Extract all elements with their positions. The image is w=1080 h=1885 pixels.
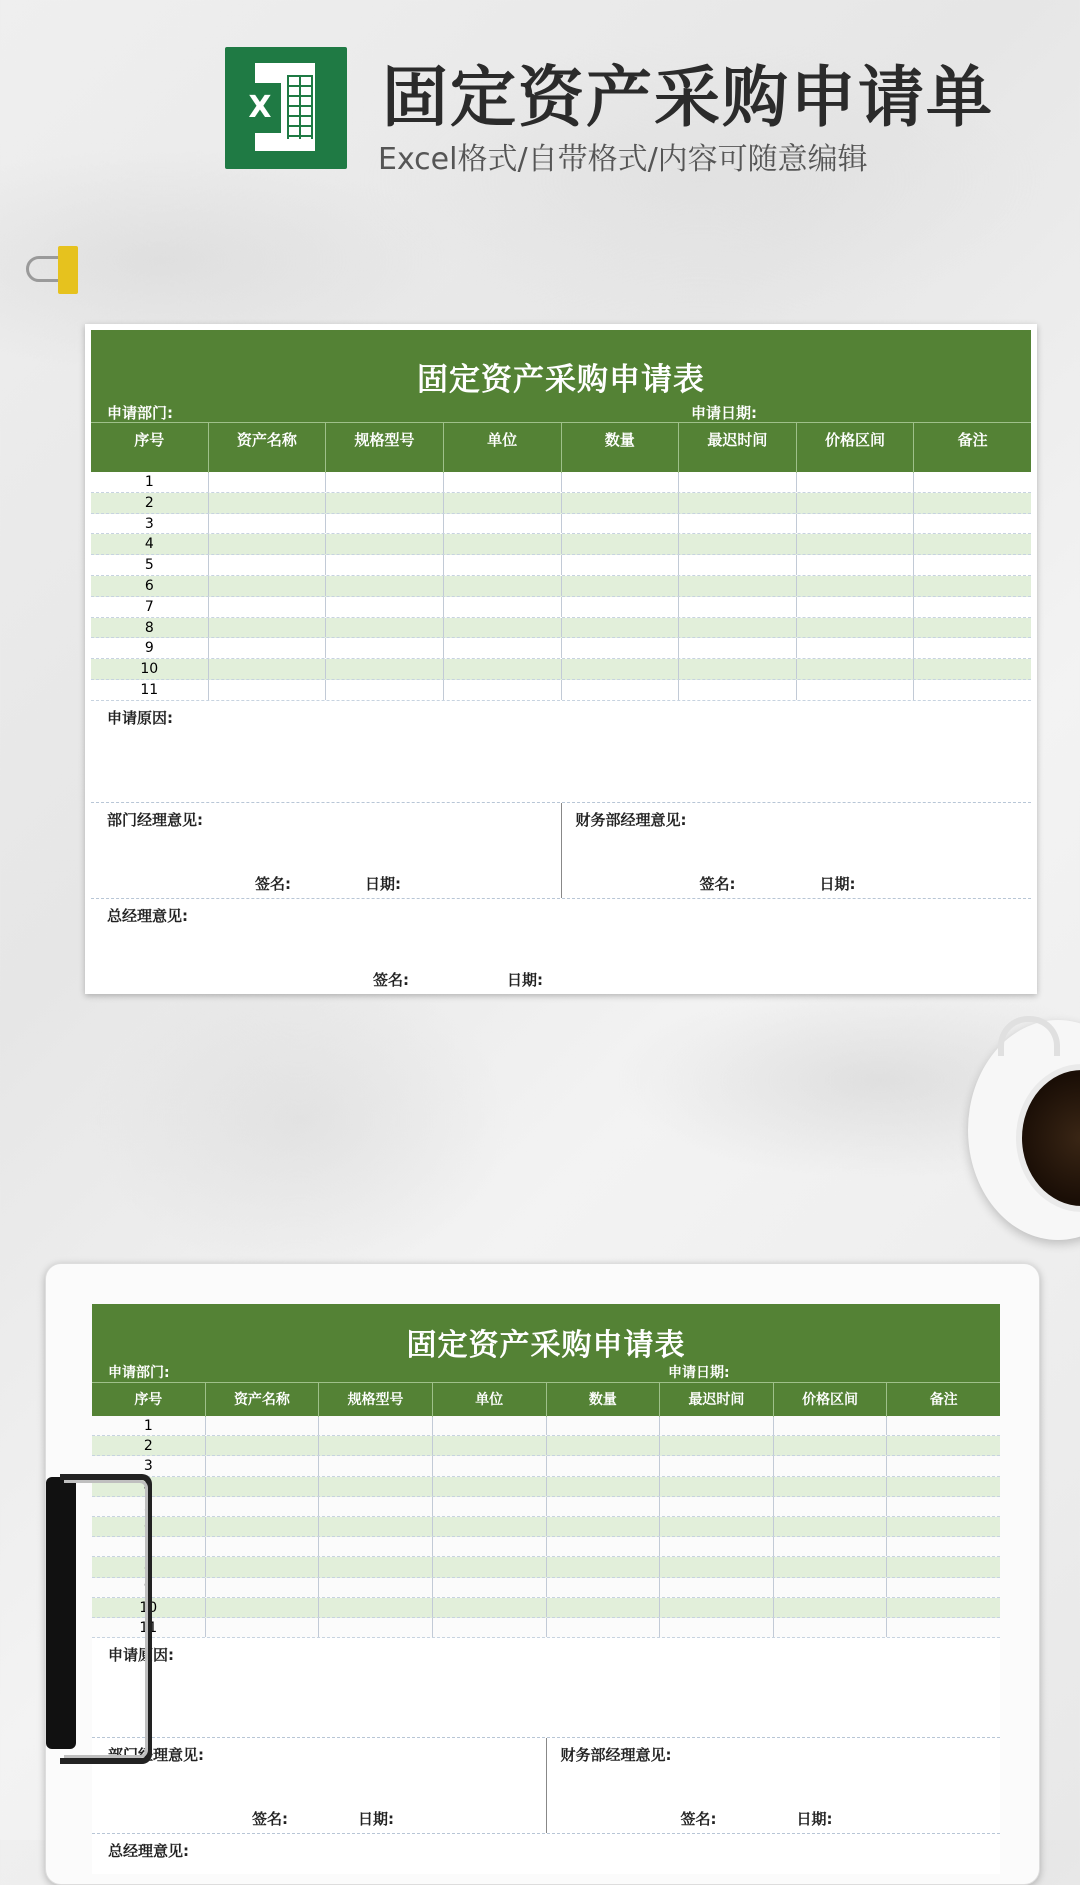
apply-date-label: 申请日期:: [691, 404, 757, 422]
form-sheet-top: [85, 324, 1037, 994]
row-number: 3: [91, 514, 209, 534]
row-number: 8: [92, 1557, 206, 1576]
reason-label: 申请原因:: [107, 708, 173, 727]
col-header: 最迟时间: [679, 423, 797, 473]
table-row: [91, 514, 1031, 535]
date-label: 日期:: [358, 1810, 394, 1829]
purchase-form-preview: [92, 1304, 1000, 1874]
sign-label: 签名:: [373, 970, 409, 989]
row-number: 10: [91, 659, 209, 679]
excel-logo-letter: X: [239, 83, 281, 133]
date-label: 日期:: [819, 874, 856, 893]
table-rows: [91, 472, 1031, 701]
table-row: [92, 1497, 1000, 1517]
table-row: [91, 659, 1031, 680]
row-number: 11: [91, 680, 209, 700]
sign-label: 签名:: [255, 874, 291, 893]
row-number: 1: [91, 472, 209, 492]
date-label: 日期:: [507, 970, 543, 989]
dept-manager-section: [92, 1738, 547, 1833]
table-row: [92, 1416, 1000, 1436]
table-row: [91, 638, 1031, 659]
clipboard-wire-icon: [64, 1480, 148, 1758]
reason-section: [91, 701, 1031, 803]
row-number: 4: [91, 534, 209, 554]
date-label: 日期:: [796, 1810, 833, 1829]
col-header: 最迟时间: [660, 1383, 774, 1417]
general-manager-label: 总经理意见:: [108, 1842, 189, 1861]
general-manager-section: [91, 899, 1031, 995]
row-number: 6: [91, 576, 209, 596]
col-header: 备注: [929, 1392, 958, 1408]
row-number: 4: [92, 1477, 206, 1496]
excel-logo-icon: [225, 47, 347, 169]
row-number: 3: [92, 1456, 206, 1475]
table-row: [92, 1517, 1000, 1537]
purchase-form: [91, 330, 1031, 995]
manager-opinions: [91, 803, 1031, 899]
manager-opinions: [92, 1738, 1000, 1834]
row-number: 2: [92, 1436, 206, 1455]
finance-manager-label: 财务部经理意见:: [560, 1746, 672, 1765]
column-headers: [92, 1382, 1000, 1417]
table-row: [91, 493, 1031, 514]
reason-section: [92, 1638, 1000, 1738]
table-row: [92, 1557, 1000, 1577]
sign-label: 签名:: [252, 1810, 288, 1829]
reason-label: 申请原因:: [108, 1646, 174, 1665]
coffee-cup-icon: [968, 1020, 1080, 1240]
row-number: 6: [92, 1517, 206, 1536]
finance-manager-section: [547, 1738, 1001, 1833]
col-header: 序号: [91, 423, 209, 473]
col-header: 价格区间: [774, 1383, 888, 1417]
col-header: 单位: [433, 1383, 547, 1417]
row-number: 7: [92, 1537, 206, 1556]
sign-label: 签名:: [699, 874, 736, 893]
col-header: 数量: [562, 423, 680, 473]
row-number: 7: [91, 597, 209, 617]
row-number: 8: [91, 618, 209, 638]
row-number: 9: [91, 638, 209, 658]
page-title: 固定资产采购申请单: [382, 59, 994, 136]
col-header: 资产名称: [206, 1383, 320, 1417]
table-rows: [92, 1416, 1000, 1638]
table-row: [92, 1618, 1000, 1638]
date-label: 日期:: [365, 874, 401, 893]
form-header: [92, 1304, 1000, 1416]
row-number: 10: [92, 1598, 206, 1617]
table-row: [92, 1436, 1000, 1456]
column-headers: [91, 422, 1031, 473]
finance-manager-section: [562, 803, 1032, 898]
table-row: [91, 597, 1031, 618]
finance-manager-label: 财务部经理意见:: [575, 810, 687, 829]
table-row: [91, 576, 1031, 597]
col-header: 价格区间: [797, 423, 915, 473]
col-header: 备注: [957, 431, 988, 449]
col-header: 数量: [547, 1383, 661, 1417]
table-row: [91, 534, 1031, 555]
row-number: 1: [92, 1416, 206, 1435]
table-row: [91, 680, 1031, 701]
dept-manager-label: 部门经理意见:: [107, 810, 203, 829]
row-number: 5: [91, 555, 209, 575]
form-title: 固定资产采购申请表: [417, 362, 705, 398]
table-row: [91, 555, 1031, 576]
form-header: [91, 330, 1031, 472]
form-title: 固定资产采购申请表: [406, 1328, 686, 1363]
table-row: [91, 618, 1031, 639]
general-manager-label: 总经理意见:: [107, 906, 188, 925]
dept-manager-section: [91, 803, 562, 898]
clipboard: [45, 1263, 1040, 1885]
row-number: 2: [91, 493, 209, 513]
col-header: 单位: [444, 423, 562, 473]
table-row: [92, 1477, 1000, 1497]
table-row: [92, 1456, 1000, 1476]
dept-label: 申请部门:: [107, 404, 173, 422]
row-number: 9: [92, 1578, 206, 1597]
table-row: [92, 1578, 1000, 1598]
col-header: 规格型号: [319, 1383, 433, 1417]
page-subtitle: Excel格式/自带格式/内容可随意编辑: [378, 142, 868, 177]
row-number: 11: [92, 1618, 206, 1637]
apply-date-label: 申请日期:: [668, 1365, 730, 1381]
col-header: 资产名称: [209, 423, 327, 473]
binder-clip-icon: [22, 246, 86, 296]
col-header: 规格型号: [326, 423, 444, 473]
dept-label: 申请部门:: [108, 1365, 170, 1381]
row-number: 5: [92, 1497, 206, 1516]
general-manager-section: [92, 1834, 1000, 1874]
table-row: [92, 1537, 1000, 1557]
dept-manager-label: 部门经理意见:: [108, 1746, 204, 1765]
sign-label: 签名:: [680, 1810, 717, 1829]
table-row: [92, 1598, 1000, 1618]
col-header: 序号: [92, 1383, 206, 1417]
table-row: [91, 472, 1031, 493]
